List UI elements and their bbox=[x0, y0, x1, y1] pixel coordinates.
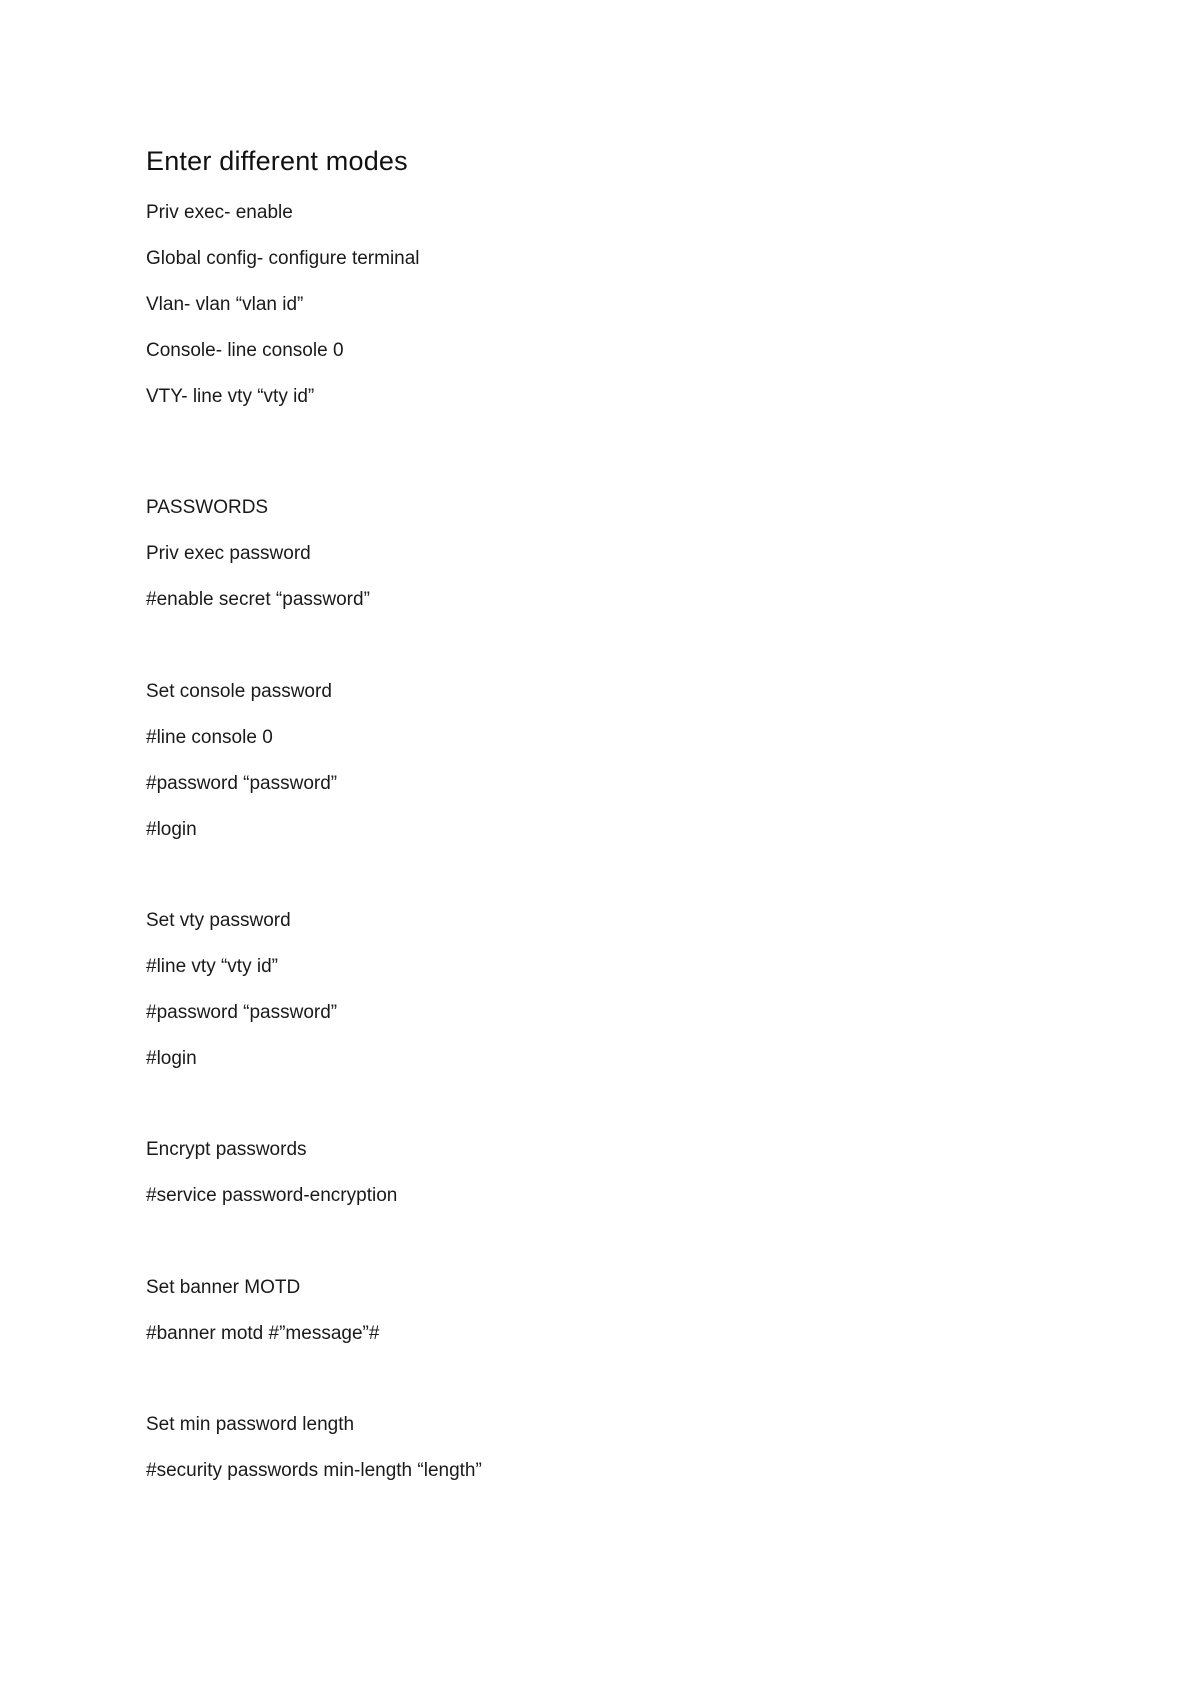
vty-command-line: #line vty “vty id” bbox=[146, 956, 278, 977]
console-command-password: #password “password” bbox=[146, 773, 338, 794]
mode-global-config: Global config- configure terminal bbox=[146, 248, 420, 269]
min-length-label: Set min password length bbox=[146, 1414, 355, 1435]
mode-console: Console- line console 0 bbox=[146, 340, 344, 361]
vty-label: Set vty password bbox=[146, 910, 291, 931]
console-command-line: #line console 0 bbox=[146, 727, 273, 748]
priv-exec-label: Priv exec password bbox=[146, 543, 311, 564]
console-command-login: #login bbox=[146, 819, 197, 840]
passwords-heading: PASSWORDS bbox=[146, 497, 269, 518]
min-length-command: #security passwords min-length “length” bbox=[146, 1460, 482, 1481]
banner-command: #banner motd #”message”# bbox=[146, 1323, 380, 1344]
vty-command-login: #login bbox=[146, 1048, 197, 1069]
console-label: Set console password bbox=[146, 681, 332, 702]
encrypt-command: #service password-encryption bbox=[146, 1185, 398, 1206]
vty-command-password: #password “password” bbox=[146, 1002, 338, 1023]
priv-exec-command: #enable secret “password” bbox=[146, 589, 370, 610]
encrypt-label: Encrypt passwords bbox=[146, 1139, 307, 1160]
mode-priv-exec: Priv exec- enable bbox=[146, 202, 293, 223]
banner-label: Set banner MOTD bbox=[146, 1277, 301, 1298]
mode-vlan: Vlan- vlan “vlan id” bbox=[146, 294, 304, 315]
mode-vty: VTY- line vty “vty id” bbox=[146, 386, 315, 407]
page-title: Enter different modes bbox=[146, 146, 408, 176]
